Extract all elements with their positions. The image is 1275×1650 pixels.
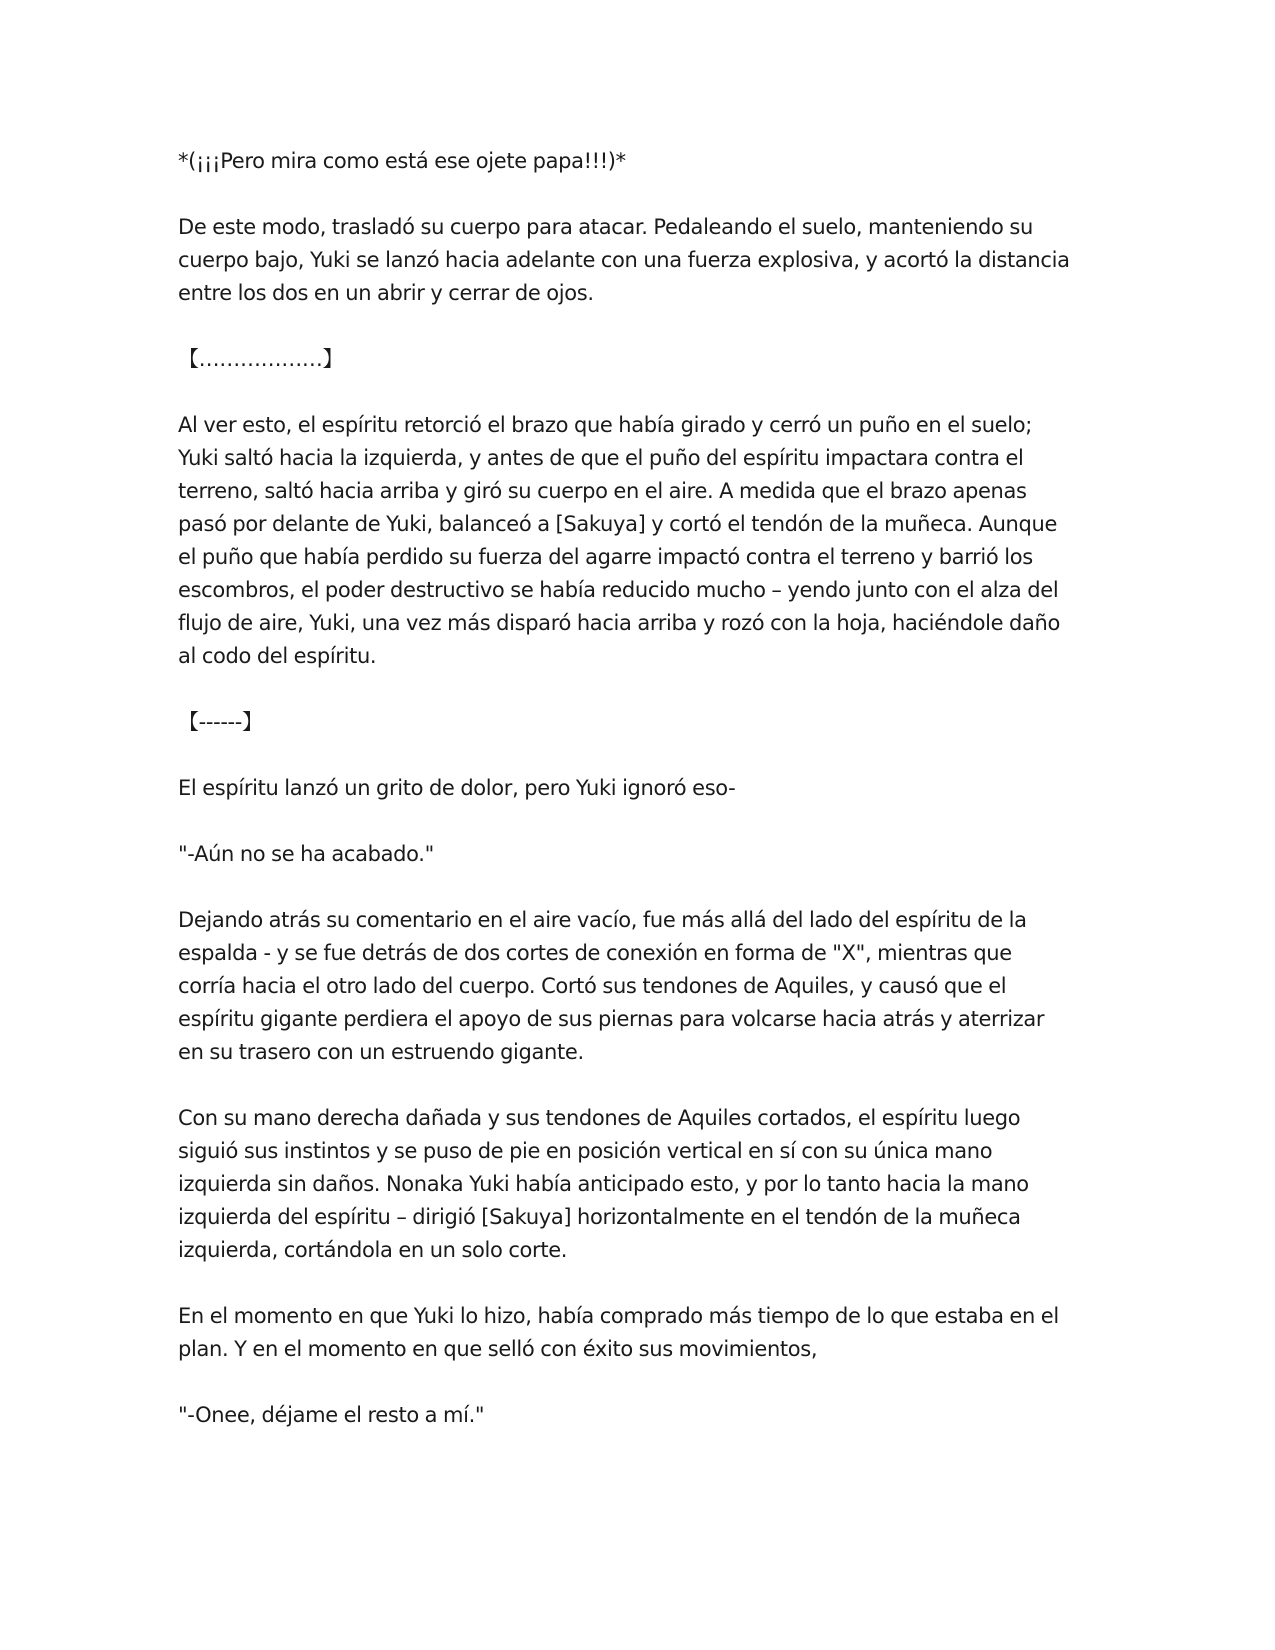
paragraph-scream: El espíritu lanzó un grito de dolor, pero Yuki ignoró eso-: [178, 776, 736, 800]
bracket-ellipsis: 【………………】: [178, 347, 344, 371]
paragraph-achilles: Dejando atrás su comentario en el aire vacío, fue más allá del lado del espíritu de la espalda - y se fue detrás de dos cortes de conexión en forma de "X", mientras que corría hacia el otro lado del cuerpo. Cortó sus tendones de Aquiles, y causó que el espíritu gigante perdiera el apoyo de sus piernas para volcarse hacia atrás y aterrizar en su trasero con un estruendo gigante.: [178, 908, 1045, 1064]
opening-exclamation: *(¡¡¡Pero mira como está ese ojete papa!!!)*: [178, 149, 626, 173]
paragraph-left-hand: Con su mano derecha dañada y sus tendones de Aquiles cortados, el espíritu luego siguió sus instintos y se puso de pie en posición vertical en sí con su única mano izquierda sin daños. Nonaka Yuki había anticipado esto, y por lo tanto hacia la mano izquierda del espíritu – dirigió [Sakuya] horizontalmente en el tendón de la muñeca izquierda, cortándola en un solo corte.: [178, 1106, 1029, 1262]
dialogue-onee: "-Onee, déjame el resto a mí.": [178, 1403, 485, 1427]
paragraph-attack: De este modo, trasladó su cuerpo para atacar. Pedaleando el suelo, manteniendo su cuerpo bajo, Yuki se lanzó hacia adelante con una fuerza explosiva, y acortó la distancia entre los dos en un abrir y cerrar de ojos.: [178, 215, 1070, 305]
dialogue-not-over: "-Aún no se ha acabado.": [178, 842, 434, 866]
paragraph-plan: En el momento en que Yuki lo hizo, había comprado más tiempo de lo que estaba en el plan. Y en el momento en que selló con éxito sus movimientos,: [178, 1304, 1059, 1361]
bracket-dashes: 【------】: [178, 710, 263, 734]
paragraph-spirit-punch: Al ver esto, el espíritu retorció el brazo que había girado y cerró un puño en el suelo; Yuki saltó hacia la izquierda, y antes de que el puño del espíritu impactara contra el terreno, saltó hacia arriba y giró su cuerpo en el aire. A medida que el brazo apenas pasó por delante de Yuki, balanceó a [Sakuya] y cortó el tendón de la muñeca. Aunque el puño que había perdido su fuerza del agarre impactó contra el terreno y barrió los escombros, el poder destructivo se había reducido mucho – yendo junto con el alza del flujo de aire, Yuki, una vez más disparó hacia arriba y rozó con la hoja, haciéndole daño al codo del espíritu.: [178, 413, 1061, 668]
